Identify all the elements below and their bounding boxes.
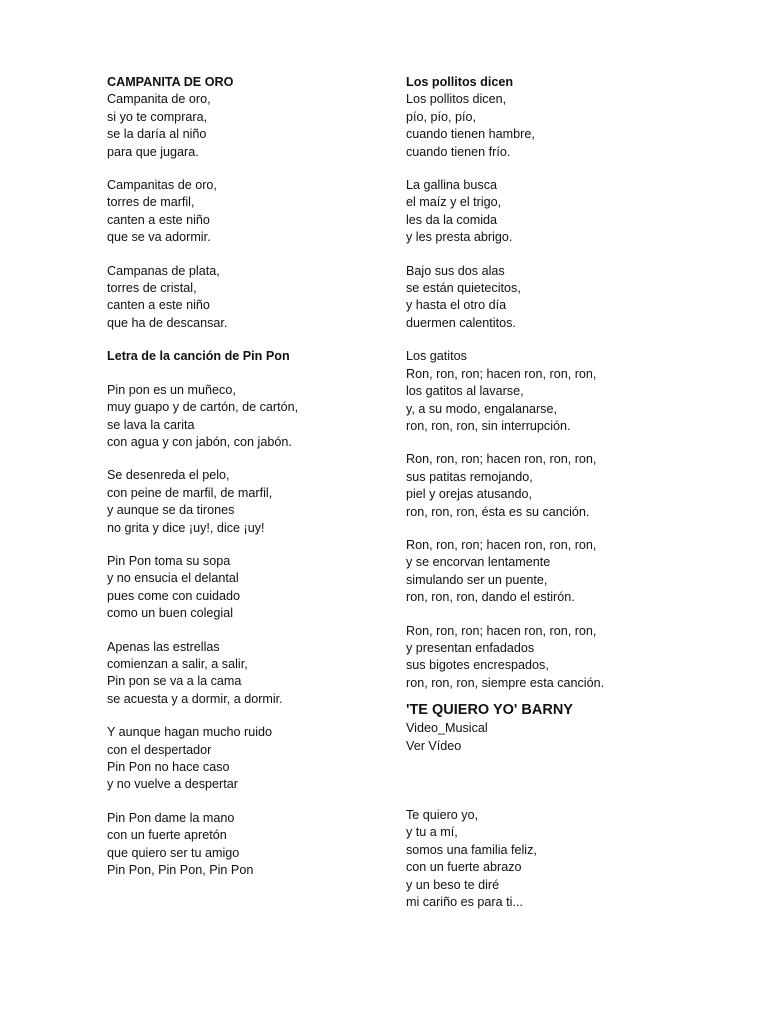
stanza [406,177,736,247]
lyric-line: como un buen colegial [107,606,234,621]
stanza [406,451,736,521]
lyric-line: Campanita de oro, [107,92,211,107]
lyric-line: sus patitas remojando, [406,469,533,484]
lyric-line: los gatitos al lavarse, [406,384,524,399]
lyric-line: Apenas las estrellas [107,639,220,654]
lyric-line: para que jugara. [107,144,199,159]
lyric-line: con un fuerte apretón [107,828,227,843]
stanza [406,537,736,607]
lyric-line: y hasta el otro día [406,298,507,313]
lyric-line: cuando tienen hambre, [406,127,535,142]
lyric-line: el maíz y el trigo, [406,195,502,210]
video-musical-label: Video_Musical [406,721,488,736]
lyric-line: que se va adormir. [107,230,211,245]
lyric-line: y tu a mí, [406,825,458,840]
stanza [406,263,736,333]
lyric-line: ron, ron, ron, ésta es su canción. [406,504,590,519]
lyric-line: Bajo sus dos alas [406,263,505,278]
lyric-line: piel y orejas atusando, [406,487,533,502]
stanza [107,263,387,333]
lyric-line: se acuesta y a dormir, a dormir. [107,691,283,706]
stanza [107,553,387,623]
lyric-line: somos una familia feliz, [406,842,537,857]
stanza [107,91,387,161]
lyric-line: pues come con cuidado [107,588,241,603]
lyric-line: Ron, ron, ron; hacen ron, ron, ron, [406,366,597,381]
stanza [406,91,736,161]
right-column [406,74,736,911]
lyric-line: con un fuerte abrazo [406,860,522,875]
lyric-line: Pin Pon no hace caso [107,760,230,774]
lyric-line: mi cariño es para ti... [406,895,523,910]
lyric-line: sus bigotes encrespados, [406,658,549,673]
lyric-line: duermen calentitos. [406,315,516,330]
lyric-line: y les presta abrigo. [406,230,513,245]
stanza [406,623,736,693]
lyric-line: Pin Pon dame la mano [107,810,235,825]
lyric-line: Pin Pon, Pin Pon, Pin Pon [107,863,254,878]
stanza [107,810,387,880]
lyric-line: torres de marfil, [107,195,195,210]
lyric-line: simulando ser un puente, [406,572,548,587]
lyric-line: con el despertador [107,742,212,757]
lyric-line: se están quietecitos, [406,281,521,296]
lyric-line: ron, ron, ron, sin interrupción. [406,418,571,433]
lyric-line: y un beso te diré [406,877,500,892]
lyric-line: ron, ron, ron, dando el estirón. [406,590,575,605]
lyric-line: con peine de marfil, de marfil, [107,485,273,500]
lyric-line: canten a este niño [107,212,210,227]
campanita-song [107,91,387,332]
lyric-line: Te quiero yo, [406,808,479,822]
lyric-line: comienzan a salir, a salir, [107,656,248,671]
lyric-line: si yo te comprara, [107,109,208,124]
lyric-line: y no vuelve a despertar [107,777,238,792]
stanza [107,382,387,452]
lyric-line: Se desenreda el pelo, [107,468,230,483]
barny-lyrics [406,807,736,911]
lyric-line: se lava la carita [107,417,195,432]
lyric-line: canten a este niño [107,298,210,313]
lyric-line: Ron, ron, ron; hacen ron, ron, ron, [406,452,597,467]
lyric-line: y presentan enfadados [406,640,535,655]
stanza [406,348,736,435]
lyric-line: y se encorvan lentamente [406,555,551,570]
left-column [107,74,387,879]
lyric-line: Pin Pon toma su sopa [107,553,231,568]
lyric-line: ron, ron, ron, siempre esta canción. [406,675,605,690]
lyric-line: cuando tienen frío. [406,144,511,159]
lyric-line: Los pollitos dicen, [406,92,507,107]
lyric-line: que ha de descansar. [107,315,228,330]
lyric-line: se la daría al niño [107,127,207,142]
pollitos-song [406,91,736,692]
barny-title: 'TE QUIERO YO' BARNY [406,702,573,719]
lyric-line: Ron, ron, ron; hacen ron, ron, ron, [406,623,597,638]
pinpon-song [107,382,387,880]
lyric-line: les da la comida [406,212,498,227]
lyric-line: Los gatitos [406,349,467,364]
lyric-line: y aunque se da tirones [107,503,235,518]
lyric-line: Ron, ron, ron; hacen ron, ron, ron, [406,537,597,552]
lyric-line: Campanas de plata, [107,263,220,278]
ver-video-link[interactable]: Ver Vídeo [406,738,462,753]
lyric-line: torres de cristal, [107,281,197,296]
lyric-line: y no ensucia el delantal [107,571,239,586]
lyric-line: Y aunque hagan mucho ruido [107,725,273,740]
lyric-line: pío, pío, pío, [406,109,477,124]
lyric-line: La gallina busca [406,178,498,193]
pollitos-title: Los pollitos dicen [406,75,514,89]
stanza [107,724,387,794]
lyric-line: Pin pon se va a la cama [107,674,242,689]
lyric-line: no grita y dice ¡uy!, dice ¡uy! [107,520,265,535]
lyric-line: Pin pon es un muñeco, [107,382,236,397]
pinpon-title: Letra de la canción de Pin Pon [107,349,290,364]
lyric-line: con agua y con jabón, con jabón. [107,434,292,449]
lyric-line: que quiero ser tu amigo [107,845,240,860]
lyric-line: y, a su modo, engalanarse, [406,401,557,416]
stanza [107,177,387,247]
lyric-line: muy guapo y de cartón, de cartón, [107,400,299,415]
campanita-title: CAMPANITA DE ORO [107,75,234,89]
lyric-line: Campanitas de oro, [107,178,217,193]
stanza [107,467,387,537]
stanza [107,639,387,709]
